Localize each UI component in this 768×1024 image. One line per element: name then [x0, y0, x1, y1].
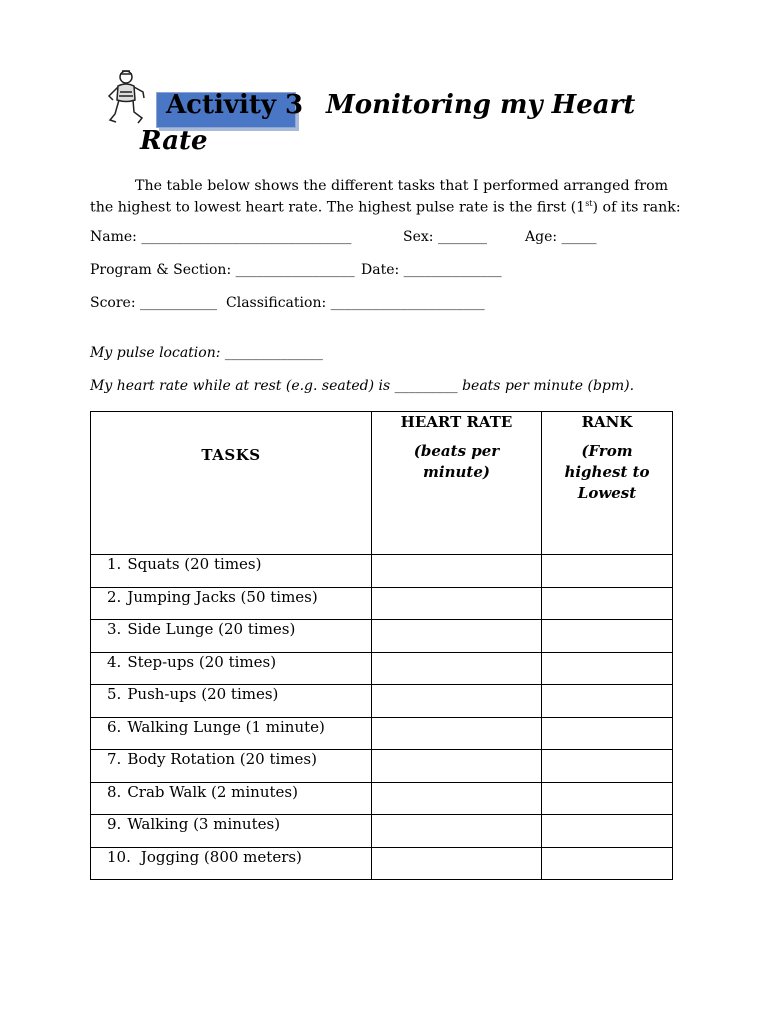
task-cell [91, 782, 372, 815]
task-label: Side Lunge (20 times) [127, 620, 296, 638]
pulse-location-field[interactable]: My pulse location: ______________ [90, 345, 323, 361]
heart-rate-input-cell[interactable] [372, 555, 542, 588]
task-number: 8. [107, 782, 122, 801]
task-label: Jogging (800 meters) [140, 847, 302, 866]
heart-rate-input-cell[interactable] [372, 685, 542, 718]
task-label: Walking (3 minutes) [127, 815, 281, 833]
table-row [91, 652, 673, 685]
resting-heart-rate-field[interactable]: My heart rate while at rest (e.g. seated) is _________ beats per minute (bpm). [90, 378, 635, 394]
task-cell [91, 587, 372, 620]
heart-rate-input-cell[interactable] [372, 587, 542, 620]
task-label: Body Rotation (20 times) [127, 750, 317, 768]
score-field[interactable]: Score: ___________ [90, 295, 218, 311]
table-row [91, 847, 673, 880]
intro-line-2: the highest to lowest heart rate. The highest pulse rate is the first (1st) of its rank: [90, 199, 681, 216]
task-number: 6. [107, 717, 122, 736]
task-number: 4. [107, 652, 122, 671]
task-label: Step-ups (20 times) [127, 652, 277, 671]
task-label: Walking Lunge (1 minute) [127, 717, 325, 736]
task-cell [91, 750, 372, 783]
tasks-column-header: TASKS [91, 412, 372, 555]
page-title-continued: Rate [140, 126, 208, 156]
classification-field[interactable]: Classification: ______________________ [226, 295, 485, 311]
heart-rate-input-cell[interactable] [372, 815, 542, 848]
age-field[interactable]: Age: _____ [525, 229, 597, 245]
heart-rate-input-cell[interactable] [372, 750, 542, 783]
task-cell [91, 815, 372, 848]
task-cell [91, 847, 372, 880]
heart-rate-input-cell[interactable] [372, 620, 542, 653]
heart-rate-input-cell[interactable] [372, 652, 542, 685]
task-cell [91, 652, 372, 685]
name-field[interactable]: Name: ______________________________ [90, 229, 352, 245]
rank-input-cell[interactable] [542, 555, 673, 588]
heart-rate-column-header: HEART RATE (beats per minute) [372, 412, 542, 555]
task-number: 2. [107, 587, 122, 606]
page-title: Monitoring my Heart [326, 90, 636, 120]
task-label: Squats (20 times) [127, 555, 262, 573]
table-row [91, 750, 673, 783]
task-number: 3. [107, 620, 122, 638]
table-row [91, 685, 673, 718]
task-cell [91, 685, 372, 718]
rank-input-cell[interactable] [542, 815, 673, 848]
task-number: 5. [107, 685, 122, 703]
task-number: 7. [107, 750, 122, 768]
rank-input-cell[interactable] [542, 685, 673, 718]
table-row [91, 620, 673, 653]
date-field[interactable]: Date: ______________ [361, 262, 502, 278]
task-number: 1. [107, 555, 122, 573]
rank-input-cell[interactable] [542, 717, 673, 750]
table-row [91, 815, 673, 848]
sex-field[interactable]: Sex: _______ [403, 229, 487, 245]
rank-column-header: RANK (From highest to Lowest [542, 412, 673, 555]
table-header-row [91, 412, 673, 555]
tasks-table [90, 411, 673, 880]
heart-rate-input-cell[interactable] [372, 717, 542, 750]
table-row [91, 587, 673, 620]
rank-input-cell[interactable] [542, 750, 673, 783]
rank-input-cell[interactable] [542, 782, 673, 815]
table-row [91, 555, 673, 588]
task-number: 9. [107, 815, 122, 833]
rank-input-cell[interactable] [542, 847, 673, 880]
activity-label: Activity 3 [166, 90, 304, 120]
athlete-clipart-icon [104, 68, 148, 128]
task-cell [91, 717, 372, 750]
task-cell [91, 620, 372, 653]
intro-line-1: The table below shows the different tasks that I performed arranged from [135, 178, 669, 194]
heart-rate-input-cell[interactable] [372, 782, 542, 815]
rank-input-cell[interactable] [542, 652, 673, 685]
task-label: Push-ups (20 times) [127, 685, 279, 703]
rank-input-cell[interactable] [542, 587, 673, 620]
rank-input-cell[interactable] [542, 620, 673, 653]
intro-paragraph [90, 178, 690, 217]
table-row [91, 717, 673, 750]
task-cell [91, 555, 372, 588]
task-number: 10. [107, 847, 131, 866]
table-row [91, 782, 673, 815]
heart-rate-input-cell[interactable] [372, 847, 542, 880]
task-label: Crab Walk (2 minutes) [127, 782, 298, 801]
program-section-field[interactable]: Program & Section: _________________ [90, 262, 355, 278]
task-label: Jumping Jacks (50 times) [127, 587, 318, 606]
